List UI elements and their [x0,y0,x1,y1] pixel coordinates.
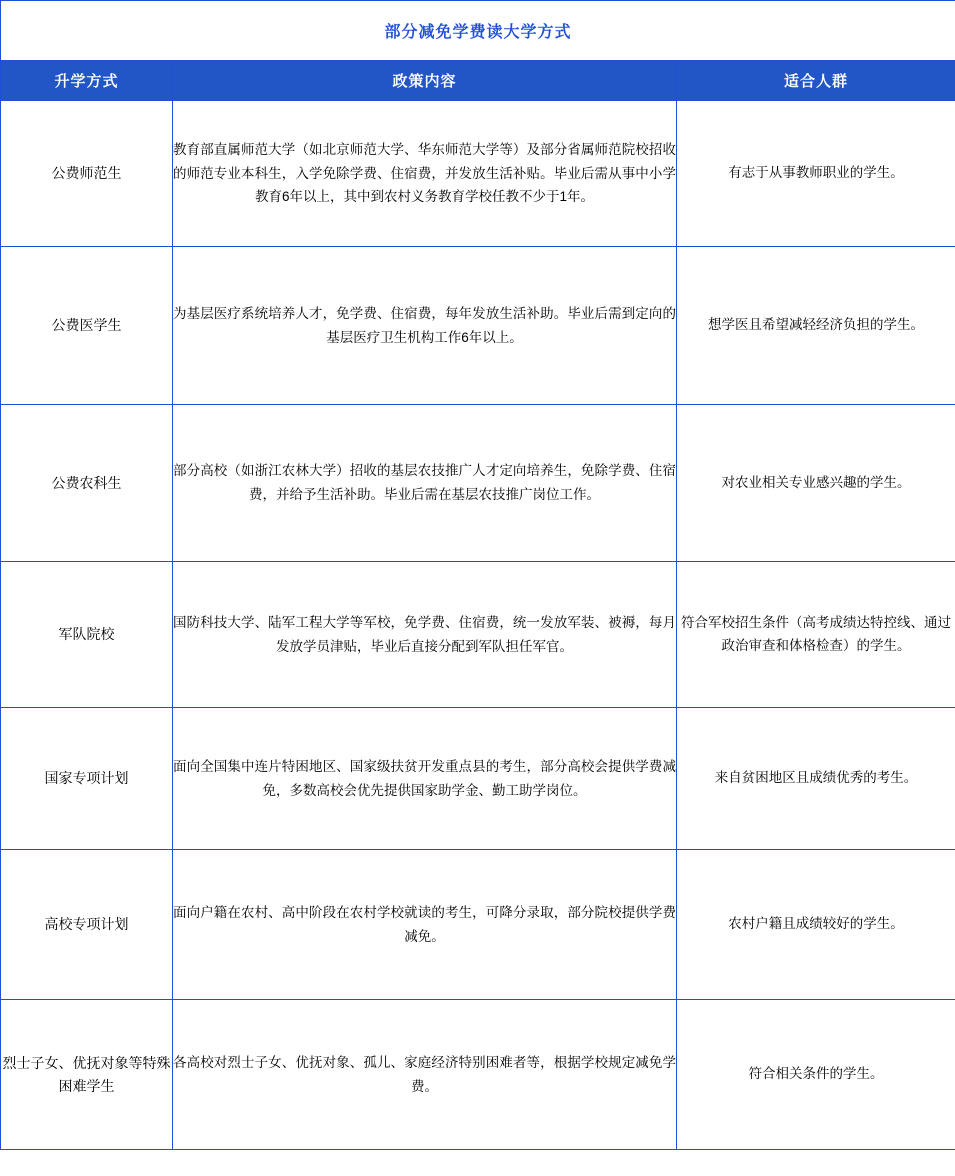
title-row [1,1,955,61]
table-row [1,850,955,1000]
cell-policy: 为基层医疗系统培养人才，免学费、住宿费，每年发放生活补助。毕业后需到定向的基层医疗卫生机构工作6年以上。 [173,247,677,405]
table-row [1,247,955,405]
column-header-way: 升学方式 [1,61,173,101]
page-title: 部分减免学费读大学方式 [1,1,955,61]
cell-way: 军队院校 [1,562,173,708]
table-row [1,562,955,708]
cell-audience: 符合军校招生条件（高考成绩达特控线、通过政治审查和体格检查）的学生。 [677,562,955,708]
cell-policy: 教育部直属师范大学（如北京师范大学、华东师范大学等）及部分省属师范院校招收的师范专业本科生，入学免除学费、住宿费，并发放生活补贴。毕业后需从事中小学教育6年以上，其中到农村义务教育学校任教不少于1年。 [173,101,677,247]
table-row [1,101,955,247]
cell-audience: 来自贫困地区且成绩优秀的考生。 [677,708,955,850]
cell-policy: 面向户籍在农村、高中阶段在农村学校就读的考生，可降分录取，部分院校提供学费减免。 [173,850,677,1000]
table-row [1,708,955,850]
column-header-audience: 适合人群 [677,61,955,101]
table-row [1,1000,955,1150]
cell-way: 公费师范生 [1,101,173,247]
cell-way: 烈士子女、优抚对象等特殊困难学生 [1,1000,173,1150]
cell-way: 国家专项计划 [1,708,173,850]
cell-way: 公费农科生 [1,405,173,562]
cell-audience: 有志于从事教师职业的学生。 [677,101,955,247]
cell-audience: 对农业相关专业感兴趣的学生。 [677,405,955,562]
cell-policy: 各高校对烈士子女、优抚对象、孤儿、家庭经济特别困难者等，根据学校规定减免学费。 [173,1000,677,1150]
header-row [1,61,955,101]
cell-way: 高校专项计划 [1,850,173,1000]
cell-policy: 国防科技大学、陆军工程大学等军校，免学费、住宿费，统一发放军装、被褥，每月发放学员津贴，毕业后直接分配到军队担任军官。 [173,562,677,708]
table-row [1,405,955,562]
cell-audience: 符合相关条件的学生。 [677,1000,955,1150]
cell-audience: 农村户籍且成绩较好的学生。 [677,850,955,1000]
cell-audience: 想学医且希望减轻经济负担的学生。 [677,247,955,405]
cell-policy: 部分高校（如浙江农林大学）招收的基层农技推广人才定向培养生，免除学费、住宿费，并给予生活补助。毕业后需在基层农技推广岗位工作。 [173,405,677,562]
cell-policy: 面向全国集中连片特困地区、国家级扶贫开发重点县的考生，部分高校会提供学费减免，多数高校会优先提供国家助学金、勤工助学岗位。 [173,708,677,850]
column-header-policy: 政策内容 [173,61,677,101]
cell-way: 公费医学生 [1,247,173,405]
